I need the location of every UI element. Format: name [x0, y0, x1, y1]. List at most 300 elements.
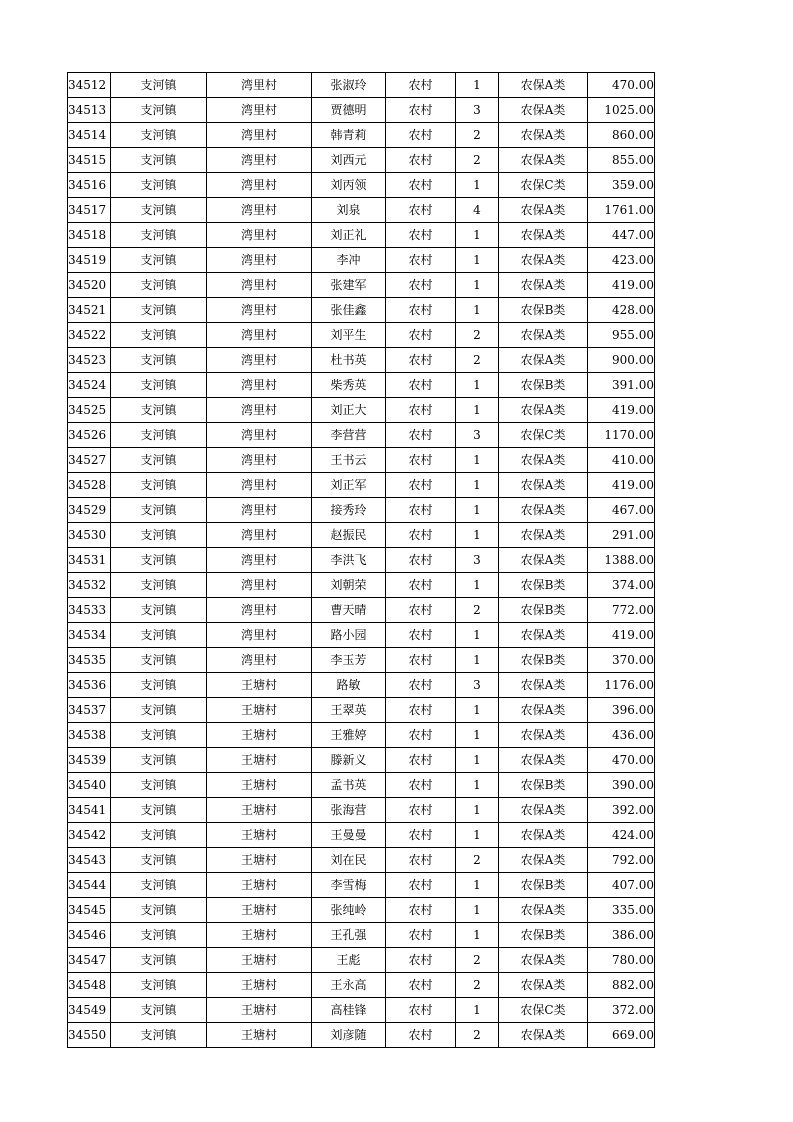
category-cell: 农保A类: [499, 898, 588, 923]
person-name-cell: 刘正军: [312, 473, 386, 498]
household-count-cell: 2: [456, 973, 499, 998]
record-id-cell: 34547: [68, 948, 111, 973]
table-row: [68, 148, 655, 173]
town-cell: 支河镇: [111, 948, 207, 973]
area-type-cell: 农村: [386, 823, 456, 848]
town-cell: 支河镇: [111, 923, 207, 948]
table-row: [68, 548, 655, 573]
town-cell: 支河镇: [111, 648, 207, 673]
table-row: [68, 823, 655, 848]
record-id-cell: 34512: [68, 73, 111, 98]
area-type-cell: 农村: [386, 473, 456, 498]
village-cell: 王塘村: [207, 948, 312, 973]
area-type-cell: 农村: [386, 373, 456, 398]
household-count-cell: 1: [456, 273, 499, 298]
record-id-cell: 34518: [68, 223, 111, 248]
category-cell: 农保A类: [499, 723, 588, 748]
household-count-cell: 1: [456, 223, 499, 248]
table-row: [68, 798, 655, 823]
record-id-cell: 34521: [68, 298, 111, 323]
area-type-cell: 农村: [386, 223, 456, 248]
amount-cell: 374.00: [588, 573, 655, 598]
village-cell: 湾里村: [207, 448, 312, 473]
household-count-cell: 2: [456, 848, 499, 873]
person-name-cell: 韩青莉: [312, 123, 386, 148]
town-cell: 支河镇: [111, 523, 207, 548]
village-cell: 王塘村: [207, 673, 312, 698]
amount-cell: 1025.00: [588, 98, 655, 123]
amount-cell: 291.00: [588, 523, 655, 548]
area-type-cell: 农村: [386, 423, 456, 448]
record-id-cell: 34528: [68, 473, 111, 498]
record-id-cell: 34524: [68, 373, 111, 398]
village-cell: 湾里村: [207, 98, 312, 123]
area-type-cell: 农村: [386, 873, 456, 898]
town-cell: 支河镇: [111, 348, 207, 373]
person-name-cell: 张淑玲: [312, 73, 386, 98]
category-cell: 农保C类: [499, 423, 588, 448]
household-count-cell: 1: [456, 373, 499, 398]
person-name-cell: 高桂锋: [312, 998, 386, 1023]
amount-cell: 370.00: [588, 648, 655, 673]
town-cell: 支河镇: [111, 148, 207, 173]
town-cell: 支河镇: [111, 598, 207, 623]
person-name-cell: 柴秀英: [312, 373, 386, 398]
record-id-cell: 34537: [68, 698, 111, 723]
table-row: [68, 223, 655, 248]
village-cell: 湾里村: [207, 73, 312, 98]
area-type-cell: 农村: [386, 1023, 456, 1048]
record-id-cell: 34542: [68, 823, 111, 848]
amount-cell: 392.00: [588, 798, 655, 823]
amount-cell: 335.00: [588, 898, 655, 923]
person-name-cell: 刘平生: [312, 323, 386, 348]
amount-cell: 391.00: [588, 373, 655, 398]
town-cell: 支河镇: [111, 273, 207, 298]
amount-cell: 436.00: [588, 723, 655, 748]
area-type-cell: 农村: [386, 73, 456, 98]
person-name-cell: 李冲: [312, 248, 386, 273]
area-type-cell: 农村: [386, 798, 456, 823]
town-cell: 支河镇: [111, 98, 207, 123]
amount-cell: 419.00: [588, 398, 655, 423]
person-name-cell: 贾德明: [312, 98, 386, 123]
town-cell: 支河镇: [111, 323, 207, 348]
amount-cell: 410.00: [588, 448, 655, 473]
person-name-cell: 接秀玲: [312, 498, 386, 523]
person-name-cell: 刘正大: [312, 398, 386, 423]
amount-cell: 780.00: [588, 948, 655, 973]
table-row: [68, 648, 655, 673]
table-row: [68, 348, 655, 373]
table-row: [68, 973, 655, 998]
village-cell: 湾里村: [207, 298, 312, 323]
amount-cell: 423.00: [588, 248, 655, 273]
table-body: [68, 73, 655, 1048]
table-row: [68, 398, 655, 423]
area-type-cell: 农村: [386, 948, 456, 973]
town-cell: 支河镇: [111, 498, 207, 523]
town-cell: 支河镇: [111, 623, 207, 648]
table-row: [68, 723, 655, 748]
household-count-cell: 1: [456, 573, 499, 598]
area-type-cell: 农村: [386, 623, 456, 648]
table-row: [68, 423, 655, 448]
area-type-cell: 农村: [386, 523, 456, 548]
amount-cell: 386.00: [588, 923, 655, 948]
household-count-cell: 2: [456, 323, 499, 348]
table-row: [68, 1023, 655, 1048]
table-row: [68, 73, 655, 98]
category-cell: 农保A类: [499, 448, 588, 473]
record-id-cell: 34550: [68, 1023, 111, 1048]
area-type-cell: 农村: [386, 648, 456, 673]
amount-cell: 470.00: [588, 73, 655, 98]
record-id-cell: 34526: [68, 423, 111, 448]
household-count-cell: 3: [456, 548, 499, 573]
town-cell: 支河镇: [111, 448, 207, 473]
village-cell: 湾里村: [207, 398, 312, 423]
amount-cell: 419.00: [588, 623, 655, 648]
record-id-cell: 34529: [68, 498, 111, 523]
category-cell: 农保A类: [499, 698, 588, 723]
town-cell: 支河镇: [111, 223, 207, 248]
person-name-cell: 路敏: [312, 673, 386, 698]
record-id-cell: 34522: [68, 323, 111, 348]
household-count-cell: 2: [456, 948, 499, 973]
person-name-cell: 刘彦随: [312, 1023, 386, 1048]
person-name-cell: 李营营: [312, 423, 386, 448]
person-name-cell: 王彪: [312, 948, 386, 973]
village-cell: 湾里村: [207, 273, 312, 298]
amount-cell: 428.00: [588, 298, 655, 323]
record-id-cell: 34531: [68, 548, 111, 573]
category-cell: 农保B类: [499, 873, 588, 898]
category-cell: 农保A类: [499, 673, 588, 698]
table-row: [68, 298, 655, 323]
village-cell: 湾里村: [207, 523, 312, 548]
amount-cell: 855.00: [588, 148, 655, 173]
town-cell: 支河镇: [111, 873, 207, 898]
amount-cell: 419.00: [588, 473, 655, 498]
area-type-cell: 农村: [386, 323, 456, 348]
amount-cell: 955.00: [588, 323, 655, 348]
person-name-cell: 张佳鑫: [312, 298, 386, 323]
category-cell: 农保A类: [499, 848, 588, 873]
category-cell: 农保A类: [499, 348, 588, 373]
table-row: [68, 948, 655, 973]
record-id-cell: 34527: [68, 448, 111, 473]
person-name-cell: 王永高: [312, 973, 386, 998]
town-cell: 支河镇: [111, 373, 207, 398]
category-cell: 农保A类: [499, 473, 588, 498]
household-count-cell: 1: [456, 248, 499, 273]
record-id-cell: 34532: [68, 573, 111, 598]
town-cell: 支河镇: [111, 848, 207, 873]
table-row: [68, 473, 655, 498]
data-table: [67, 72, 655, 1048]
person-name-cell: 李玉芳: [312, 648, 386, 673]
table-row: [68, 573, 655, 598]
record-id-cell: 34513: [68, 98, 111, 123]
category-cell: 农保A类: [499, 123, 588, 148]
area-type-cell: 农村: [386, 548, 456, 573]
table-row: [68, 198, 655, 223]
area-type-cell: 农村: [386, 573, 456, 598]
area-type-cell: 农村: [386, 448, 456, 473]
table-row: [68, 673, 655, 698]
area-type-cell: 农村: [386, 398, 456, 423]
village-cell: 王塘村: [207, 998, 312, 1023]
person-name-cell: 李洪飞: [312, 548, 386, 573]
category-cell: 农保A类: [499, 623, 588, 648]
category-cell: 农保A类: [499, 748, 588, 773]
village-cell: 王塘村: [207, 873, 312, 898]
person-name-cell: 王书云: [312, 448, 386, 473]
village-cell: 湾里村: [207, 223, 312, 248]
table-row: [68, 923, 655, 948]
village-cell: 湾里村: [207, 123, 312, 148]
table-row: [68, 748, 655, 773]
table-row: [68, 523, 655, 548]
household-count-cell: 3: [456, 423, 499, 448]
person-name-cell: 路小园: [312, 623, 386, 648]
village-cell: 湾里村: [207, 323, 312, 348]
category-cell: 农保B类: [499, 648, 588, 673]
household-count-cell: 1: [456, 723, 499, 748]
village-cell: 王塘村: [207, 698, 312, 723]
person-name-cell: 赵振民: [312, 523, 386, 548]
household-count-cell: 1: [456, 823, 499, 848]
household-count-cell: 1: [456, 523, 499, 548]
village-cell: 王塘村: [207, 1023, 312, 1048]
record-id-cell: 34545: [68, 898, 111, 923]
area-type-cell: 农村: [386, 498, 456, 523]
area-type-cell: 农村: [386, 248, 456, 273]
village-cell: 王塘村: [207, 848, 312, 873]
person-name-cell: 王雅婷: [312, 723, 386, 748]
area-type-cell: 农村: [386, 973, 456, 998]
record-id-cell: 34540: [68, 773, 111, 798]
person-name-cell: 王孔强: [312, 923, 386, 948]
area-type-cell: 农村: [386, 148, 456, 173]
person-name-cell: 杜书英: [312, 348, 386, 373]
household-count-cell: 1: [456, 498, 499, 523]
category-cell: 农保A类: [499, 1023, 588, 1048]
person-name-cell: 张纯岭: [312, 898, 386, 923]
record-id-cell: 34534: [68, 623, 111, 648]
category-cell: 农保A类: [499, 73, 588, 98]
area-type-cell: 农村: [386, 848, 456, 873]
village-cell: 湾里村: [207, 148, 312, 173]
table-row: [68, 323, 655, 348]
category-cell: 农保A类: [499, 198, 588, 223]
category-cell: 农保B类: [499, 773, 588, 798]
amount-cell: 407.00: [588, 873, 655, 898]
household-count-cell: 1: [456, 923, 499, 948]
town-cell: 支河镇: [111, 798, 207, 823]
person-name-cell: 张海营: [312, 798, 386, 823]
area-type-cell: 农村: [386, 598, 456, 623]
person-name-cell: 孟书英: [312, 773, 386, 798]
table-row: [68, 248, 655, 273]
town-cell: 支河镇: [111, 298, 207, 323]
amount-cell: 372.00: [588, 998, 655, 1023]
village-cell: 王塘村: [207, 973, 312, 998]
table-row: [68, 848, 655, 873]
category-cell: 农保A类: [499, 398, 588, 423]
town-cell: 支河镇: [111, 248, 207, 273]
amount-cell: 419.00: [588, 273, 655, 298]
village-cell: 湾里村: [207, 198, 312, 223]
table-row: [68, 498, 655, 523]
household-count-cell: 2: [456, 1023, 499, 1048]
amount-cell: 447.00: [588, 223, 655, 248]
person-name-cell: 刘在民: [312, 848, 386, 873]
category-cell: 农保A类: [499, 148, 588, 173]
household-count-cell: 1: [456, 873, 499, 898]
town-cell: 支河镇: [111, 823, 207, 848]
village-cell: 湾里村: [207, 498, 312, 523]
village-cell: 湾里村: [207, 623, 312, 648]
area-type-cell: 农村: [386, 123, 456, 148]
town-cell: 支河镇: [111, 423, 207, 448]
record-id-cell: 34538: [68, 723, 111, 748]
category-cell: 农保B类: [499, 373, 588, 398]
amount-cell: 424.00: [588, 823, 655, 848]
table-row: [68, 273, 655, 298]
person-name-cell: 刘西元: [312, 148, 386, 173]
town-cell: 支河镇: [111, 198, 207, 223]
town-cell: 支河镇: [111, 773, 207, 798]
table-row: [68, 448, 655, 473]
category-cell: 农保C类: [499, 173, 588, 198]
town-cell: 支河镇: [111, 1023, 207, 1048]
record-id-cell: 34539: [68, 748, 111, 773]
amount-cell: 467.00: [588, 498, 655, 523]
category-cell: 农保A类: [499, 273, 588, 298]
record-id-cell: 34541: [68, 798, 111, 823]
table-row: [68, 773, 655, 798]
area-type-cell: 农村: [386, 723, 456, 748]
area-type-cell: 农村: [386, 748, 456, 773]
area-type-cell: 农村: [386, 698, 456, 723]
record-id-cell: 34549: [68, 998, 111, 1023]
category-cell: 农保A类: [499, 948, 588, 973]
person-name-cell: 王曼曼: [312, 823, 386, 848]
household-count-cell: 3: [456, 98, 499, 123]
area-type-cell: 农村: [386, 173, 456, 198]
category-cell: 农保C类: [499, 998, 588, 1023]
amount-cell: 669.00: [588, 1023, 655, 1048]
household-count-cell: 1: [456, 648, 499, 673]
village-cell: 王塘村: [207, 723, 312, 748]
village-cell: 王塘村: [207, 748, 312, 773]
household-count-cell: 1: [456, 998, 499, 1023]
village-cell: 王塘村: [207, 773, 312, 798]
category-cell: 农保A类: [499, 248, 588, 273]
amount-cell: 1170.00: [588, 423, 655, 448]
category-cell: 农保A类: [499, 223, 588, 248]
category-cell: 农保A类: [499, 98, 588, 123]
household-count-cell: 1: [456, 298, 499, 323]
village-cell: 湾里村: [207, 248, 312, 273]
category-cell: 农保B类: [499, 598, 588, 623]
category-cell: 农保A类: [499, 523, 588, 548]
household-count-cell: 2: [456, 598, 499, 623]
person-name-cell: 李雪梅: [312, 873, 386, 898]
household-count-cell: 2: [456, 348, 499, 373]
person-name-cell: 滕新义: [312, 748, 386, 773]
table-row: [68, 698, 655, 723]
table-row: [68, 873, 655, 898]
record-id-cell: 34514: [68, 123, 111, 148]
record-id-cell: 34515: [68, 148, 111, 173]
record-id-cell: 34525: [68, 398, 111, 423]
table-row: [68, 623, 655, 648]
record-id-cell: 34546: [68, 923, 111, 948]
table-row: [68, 373, 655, 398]
area-type-cell: 农村: [386, 348, 456, 373]
town-cell: 支河镇: [111, 698, 207, 723]
household-count-cell: 3: [456, 673, 499, 698]
record-id-cell: 34543: [68, 848, 111, 873]
category-cell: 农保A类: [499, 973, 588, 998]
area-type-cell: 农村: [386, 673, 456, 698]
person-name-cell: 王翠英: [312, 698, 386, 723]
household-count-cell: 1: [456, 898, 499, 923]
town-cell: 支河镇: [111, 573, 207, 598]
amount-cell: 359.00: [588, 173, 655, 198]
amount-cell: 1761.00: [588, 198, 655, 223]
person-name-cell: 曹天晴: [312, 598, 386, 623]
amount-cell: 390.00: [588, 773, 655, 798]
category-cell: 农保A类: [499, 548, 588, 573]
table-row: [68, 123, 655, 148]
village-cell: 湾里村: [207, 573, 312, 598]
household-count-cell: 1: [456, 173, 499, 198]
category-cell: 农保A类: [499, 323, 588, 348]
table-row: [68, 998, 655, 1023]
area-type-cell: 农村: [386, 98, 456, 123]
town-cell: 支河镇: [111, 973, 207, 998]
household-count-cell: 1: [456, 73, 499, 98]
household-count-cell: 1: [456, 398, 499, 423]
area-type-cell: 农村: [386, 773, 456, 798]
record-id-cell: 34516: [68, 173, 111, 198]
household-count-cell: 4: [456, 198, 499, 223]
amount-cell: 396.00: [588, 698, 655, 723]
table-row: [68, 173, 655, 198]
area-type-cell: 农村: [386, 923, 456, 948]
town-cell: 支河镇: [111, 173, 207, 198]
household-count-cell: 1: [456, 798, 499, 823]
village-cell: 湾里村: [207, 473, 312, 498]
town-cell: 支河镇: [111, 998, 207, 1023]
amount-cell: 882.00: [588, 973, 655, 998]
town-cell: 支河镇: [111, 898, 207, 923]
category-cell: 农保A类: [499, 798, 588, 823]
person-name-cell: 张建军: [312, 273, 386, 298]
record-id-cell: 34536: [68, 673, 111, 698]
village-cell: 湾里村: [207, 548, 312, 573]
person-name-cell: 刘朝荣: [312, 573, 386, 598]
household-count-cell: 1: [456, 473, 499, 498]
household-count-cell: 2: [456, 148, 499, 173]
person-name-cell: 刘丙领: [312, 173, 386, 198]
area-type-cell: 农村: [386, 898, 456, 923]
town-cell: 支河镇: [111, 673, 207, 698]
